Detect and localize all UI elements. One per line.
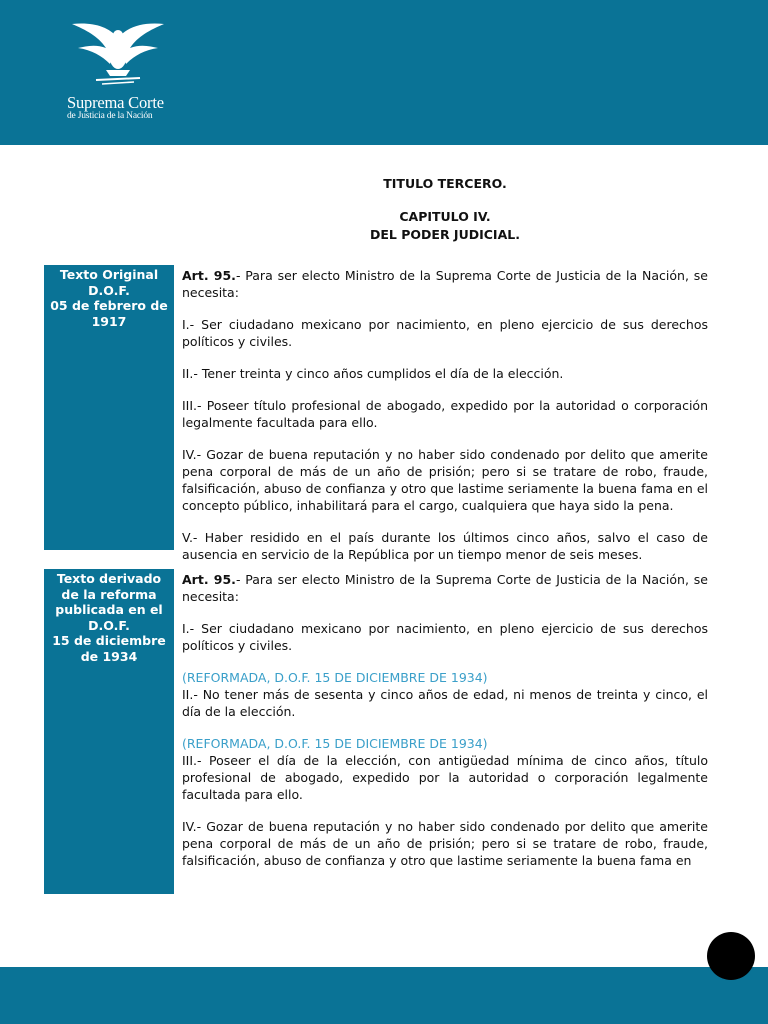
reform-note: (REFORMADA, D.O.F. 15 DE DICIEMBRE DE 1934)	[182, 670, 488, 685]
reform-note: (REFORMADA, D.O.F. 15 DE DICIEMBRE DE 1934)	[182, 736, 488, 751]
label-line: de la reforma	[61, 586, 157, 602]
floating-action-button[interactable]	[707, 932, 755, 980]
fraction-paragraph: I.- Ser ciudadano mexicano por nacimiento, en pleno ejercicio de sus derechos políticos y civiles.	[182, 317, 708, 349]
logo-name: Suprema Corte	[67, 93, 164, 112]
chapter-heading: CAPITULO IV.	[399, 209, 491, 224]
article-paragraph	[182, 571, 708, 605]
fraction-paragraph: IV.- Gozar de buena reputación y no haber sido condenado por delito que amerite pena corporal de más de un año de prisión; pero si se tratare de robo, fraude, falsificación, abuso de confianza y otro que lastime seriamente la buena fama en	[182, 819, 708, 868]
article-label: Art. 95.	[182, 268, 236, 283]
fraction-paragraph: II.- No tener más de sesenta y cinco años de edad, ni menos de treinta y cinco, el día de la elección.	[182, 687, 708, 719]
label-line: Texto derivado	[56, 571, 162, 586]
label-line: D.O.F.	[88, 282, 130, 298]
logo-subtitle: de Justicia de la Nación	[67, 111, 153, 121]
fraction-paragraph: III.- Poseer título profesional de abogado, expedido por la autoridad o corporación legalmente facultada para ello.	[182, 398, 708, 430]
fraction-paragraph: V.- Haber residido en el país durante los últimos cinco años, salvo el caso de ausencia en servicio de la República por un tiempo menor de seis meses.	[182, 530, 708, 562]
page-footer	[0, 967, 768, 1024]
scjn-logo	[58, 18, 178, 128]
section-label-original	[44, 265, 174, 550]
label-line: publicada en el	[55, 602, 163, 617]
article-label: Art. 95.	[182, 572, 236, 587]
fraction-paragraph: II.- Tener treinta y cinco años cumplidos el día de la elección.	[182, 366, 564, 381]
chapter-name-heading: DEL PODER JUDICIAL.	[370, 227, 520, 242]
eagle-emblem-icon	[66, 18, 170, 88]
section-content-reform	[182, 571, 708, 895]
fraction-paragraph: III.- Poseer el día de la elección, con antigüedad mínima de cinco años, título profesional de abogado, expedido por la autoridad o corporación legalmente facultada para ello.	[182, 753, 708, 802]
title-heading: TITULO TERCERO.	[383, 176, 507, 191]
article-text: - Para ser electo Ministro de la Suprema Corte de Justicia de la Nación, se necesita:	[182, 268, 708, 300]
article-paragraph	[182, 267, 708, 301]
label-line: 15 de diciembre	[52, 633, 166, 648]
label-line: 1917	[91, 313, 127, 329]
page-header	[0, 0, 768, 145]
fraction-paragraph: IV.- Gozar de buena reputación y no haber sido condenado por delito que amerite pena corporal de más de un año de prisión; pero si se tratare de robo, fraude, falsificación, abuso de confianza y otro que lastime seriamente la buena fama en el concepto público, inhabilitará para el cargo, cualquiera que haya sido la pena.	[182, 447, 708, 513]
label-line: D.O.F.	[88, 617, 130, 633]
section-label-reform	[44, 569, 174, 894]
label-line: Texto Original	[59, 267, 159, 282]
fraction-paragraph: I.- Ser ciudadano mexicano por nacimiento, en pleno ejercicio de sus derechos políticos y civiles.	[182, 621, 708, 653]
label-line: de 1934	[80, 648, 138, 664]
label-line: 05 de febrero de	[50, 298, 168, 313]
article-text: - Para ser electo Ministro de la Suprema Corte de Justicia de la Nación, se necesita:	[182, 572, 708, 604]
section-content-original	[182, 267, 708, 578]
